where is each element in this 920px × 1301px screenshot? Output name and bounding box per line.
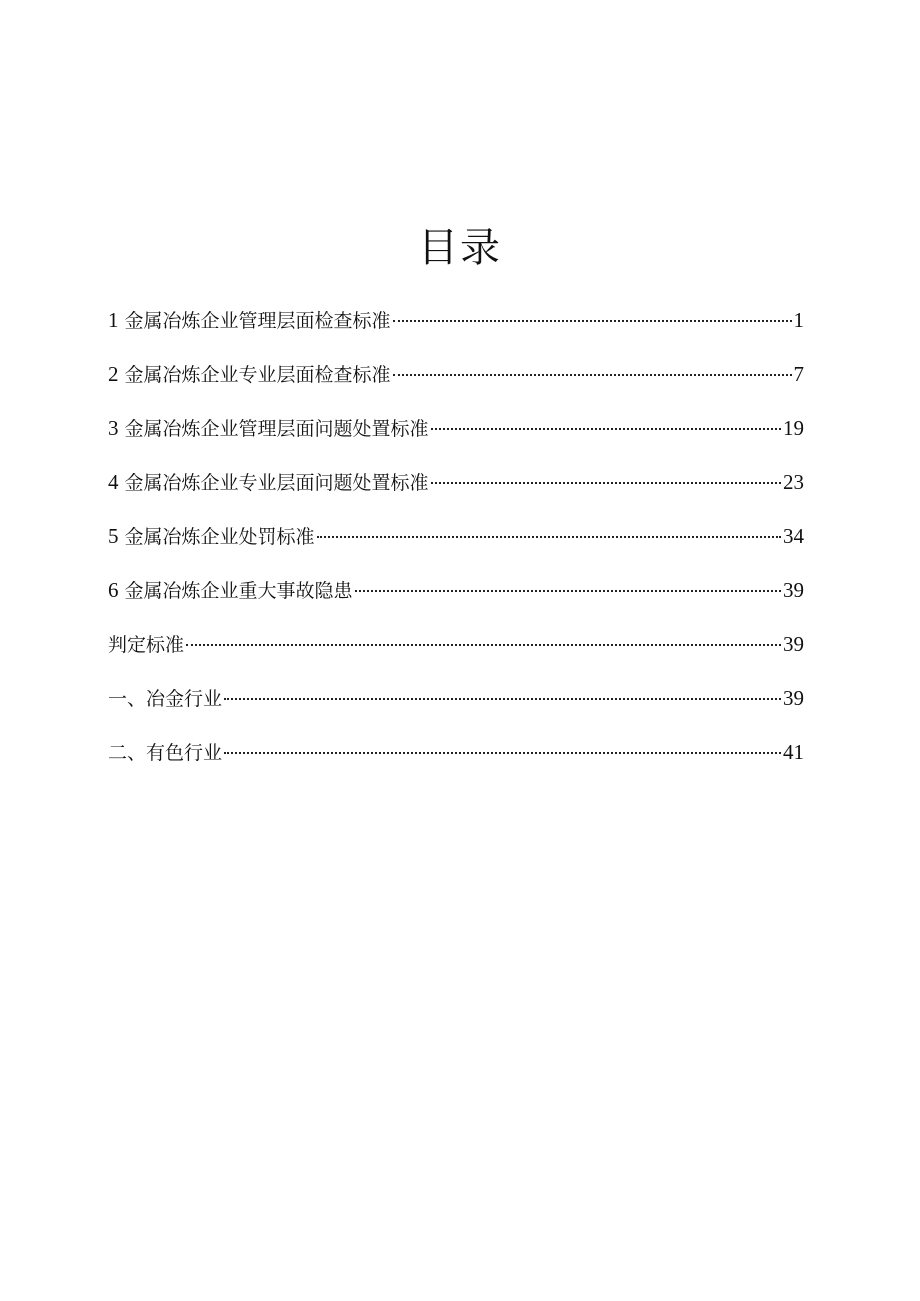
toc-page-number: 23 <box>783 470 804 494</box>
toc-entry-5[interactable] <box>108 516 804 570</box>
toc-page-number: 41 <box>783 740 804 764</box>
toc-entry-number: 4 <box>108 470 119 494</box>
toc-entry-text: 一、冶金行业 <box>108 688 223 710</box>
toc-entry-text: 金属冶炼企业管理层面问题处置标准 <box>124 418 429 440</box>
toc-entry-3[interactable] <box>108 408 804 462</box>
toc-entry-4[interactable] <box>108 462 804 516</box>
toc-entry-text: 金属冶炼企业管理层面检查标准 <box>124 310 391 332</box>
toc-dot-leader <box>186 644 781 646</box>
toc-entry-6[interactable] <box>108 570 804 624</box>
toc-entry-number: 5 <box>108 524 119 548</box>
toc-entry-8[interactable] <box>108 678 804 732</box>
toc-entry-number: 3 <box>108 416 119 440</box>
toc-dot-leader <box>393 374 792 376</box>
toc-page-number: 19 <box>783 416 804 440</box>
toc-entry-number: 2 <box>108 362 119 386</box>
toc-dot-leader <box>355 590 781 592</box>
toc-title: 目录 <box>418 225 502 271</box>
toc-entry-text: 二、有色行业 <box>108 742 223 764</box>
toc-page-number: 39 <box>783 686 804 710</box>
toc-page-number: 1 <box>793 308 804 332</box>
toc-entry-1[interactable] <box>108 300 804 354</box>
toc-entry-2[interactable] <box>108 354 804 408</box>
toc-entry-7[interactable] <box>108 624 804 678</box>
toc-page-number: 34 <box>783 524 804 548</box>
toc-entry-text: 金属冶炼企业重大事故隐患 <box>124 580 353 602</box>
toc-dot-leader <box>431 428 781 430</box>
toc-entry-number: 6 <box>108 578 119 602</box>
toc-entry-9[interactable] <box>108 732 804 786</box>
toc-dot-leader <box>393 320 792 322</box>
toc-dot-leader <box>224 752 781 754</box>
toc-entry-text: 判定标准 <box>108 634 185 656</box>
toc-page-number: 7 <box>793 362 804 386</box>
toc-page-number: 39 <box>783 578 804 602</box>
toc-dot-leader <box>224 698 781 700</box>
toc-dot-leader <box>317 536 781 538</box>
toc-entry-text: 金属冶炼企业处罚标准 <box>124 526 315 548</box>
toc-entry-text: 金属冶炼企业专业层面问题处置标准 <box>124 472 429 494</box>
toc-page-number: 39 <box>783 632 804 656</box>
toc-entry-text: 金属冶炼企业专业层面检查标准 <box>124 364 391 386</box>
toc-dot-leader <box>431 482 781 484</box>
toc-entry-number: 1 <box>108 308 119 332</box>
table-of-contents <box>108 300 804 786</box>
